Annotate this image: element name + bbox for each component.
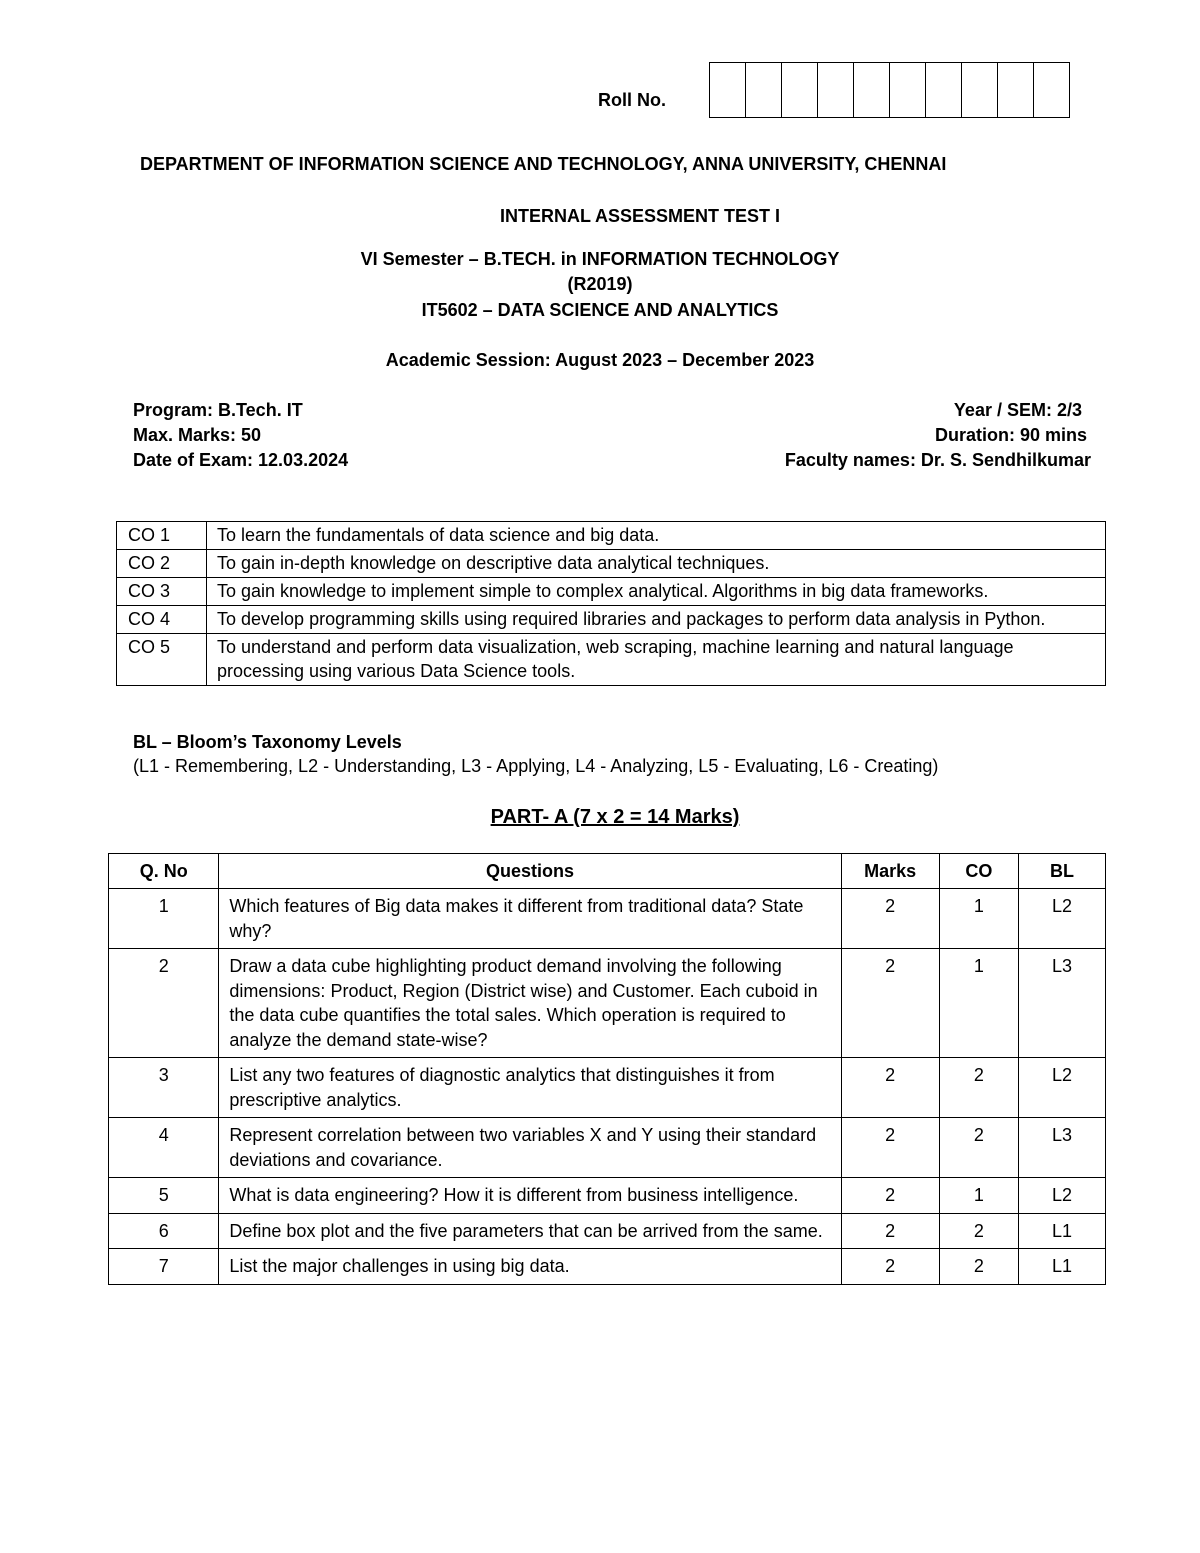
roll-digit-box[interactable] [998, 63, 1034, 117]
questions-table [108, 853, 1106, 1285]
roll-digit-box[interactable] [746, 63, 782, 117]
question-text: What is data engineering? How it is different from business intelligence. [219, 1178, 841, 1214]
max-marks-info: Max. Marks: 50 [133, 425, 262, 445]
regulation-line: (R2019) [567, 274, 633, 294]
roll-digit-box[interactable] [710, 63, 746, 117]
question-marks: 2 [841, 1118, 939, 1178]
question-bl: L2 [1019, 889, 1106, 949]
header-q-no: Q. No [109, 854, 219, 889]
exam-date-info: Date of Exam: 12.03.2024 [133, 450, 349, 470]
table-row [117, 634, 1106, 686]
course-title: IT5602 – DATA SCIENCE AND ANALYTICS [421, 300, 779, 320]
question-number: 6 [109, 1213, 219, 1249]
question-bl: L3 [1019, 1118, 1106, 1178]
question-bl: L3 [1019, 949, 1106, 1058]
question-text: Draw a data cube highlighting product demand involving the following dimensions: Product, Region (District wise) and Customer. Each cuboid in the data cube quantifies the total sales. Which operation is required to analyze the demand state-wise? [219, 949, 841, 1058]
question-bl: L2 [1019, 1058, 1106, 1118]
question-marks: 2 [841, 1178, 939, 1214]
question-bl: L2 [1019, 1178, 1106, 1214]
faculty-info: Faculty names: Dr. S. Sendhilkumar [784, 450, 1091, 470]
roll-digit-box[interactable] [782, 63, 818, 117]
question-text: Which features of Big data makes it different from traditional data? State why? [219, 889, 841, 949]
question-bl: L1 [1019, 1249, 1106, 1285]
table-header-row [109, 854, 1106, 889]
question-co: 1 [939, 889, 1018, 949]
co-text: To gain knowledge to implement simple to complex analytical. Algorithms in big data frameworks. [207, 578, 1106, 606]
question-co: 1 [939, 1178, 1018, 1214]
question-co: 2 [939, 1213, 1018, 1249]
header-bl: BL [1019, 854, 1106, 889]
question-marks: 2 [841, 949, 939, 1058]
co-code: CO 5 [117, 634, 207, 686]
co-code: CO 3 [117, 578, 207, 606]
year-sem-info: Year / SEM: 2/3 [953, 400, 1082, 420]
course-outcomes-table [116, 521, 1106, 686]
duration-info: Duration: 90 mins [934, 425, 1087, 445]
question-marks: 2 [841, 1249, 939, 1285]
question-number: 5 [109, 1178, 219, 1214]
header-marks: Marks [841, 854, 939, 889]
question-marks: 2 [841, 889, 939, 949]
question-text: Represent correlation between two variables X and Y using their standard deviations and covariance. [219, 1118, 841, 1178]
roll-digit-box[interactable] [926, 63, 962, 117]
table-row [117, 550, 1106, 578]
academic-session: Academic Session: August 2023 – December 2023 [385, 350, 815, 370]
question-number: 4 [109, 1118, 219, 1178]
question-marks: 2 [841, 1058, 939, 1118]
table-row [109, 949, 1106, 1058]
question-co: 2 [939, 1249, 1018, 1285]
table-row [109, 1213, 1106, 1249]
test-title: INTERNAL ASSESSMENT TEST I [499, 206, 781, 226]
question-co: 2 [939, 1118, 1018, 1178]
question-marks: 2 [841, 1213, 939, 1249]
question-co: 2 [939, 1058, 1018, 1118]
roll-digit-box[interactable] [962, 63, 998, 117]
table-row [109, 1178, 1106, 1214]
table-row [109, 1249, 1106, 1285]
table-row [117, 522, 1106, 550]
header-co: CO [939, 854, 1018, 889]
roll-number-boxes[interactable] [709, 62, 1070, 118]
co-text: To understand and perform data visualization, web scraping, machine learning and natural language processing using various Data Science tools. [207, 634, 1106, 686]
question-text: List any two features of diagnostic analytics that distinguishes it from prescriptive analytics. [219, 1058, 841, 1118]
table-row [109, 1058, 1106, 1118]
roll-number-label: Roll No. [598, 90, 666, 110]
co-code: CO 2 [117, 550, 207, 578]
semester-line: VI Semester – B.TECH. in INFORMATION TECHNOLOGY [360, 249, 840, 269]
roll-digit-box[interactable] [1034, 63, 1069, 117]
department-heading: DEPARTMENT OF INFORMATION SCIENCE AND TECHNOLOGY, ANNA UNIVERSITY, CHENNAI [140, 154, 947, 174]
co-code: CO 1 [117, 522, 207, 550]
table-row [109, 1118, 1106, 1178]
blooms-levels: (L1 - Remembering, L2 - Understanding, L3 - Applying, L4 - Analyzing, L5 - Evaluating, L6 - Creating) [133, 756, 939, 776]
table-row [117, 578, 1106, 606]
program-info: Program: B.Tech. IT [133, 400, 303, 420]
question-number: 7 [109, 1249, 219, 1285]
co-text: To gain in-depth knowledge on descriptive data analytical techniques. [207, 550, 1106, 578]
question-number: 3 [109, 1058, 219, 1118]
roll-digit-box[interactable] [890, 63, 926, 117]
table-row [117, 606, 1106, 634]
co-text: To learn the fundamentals of data science and big data. [207, 522, 1106, 550]
part-a-heading: PART- A (7 x 2 = 14 Marks) [490, 806, 740, 828]
header-questions: Questions [219, 854, 841, 889]
question-co: 1 [939, 949, 1018, 1058]
co-text: To develop programming skills using required libraries and packages to perform data analysis in Python. [207, 606, 1106, 634]
blooms-title: BL – Bloom’s Taxonomy Levels [133, 732, 402, 752]
question-text: Define box plot and the five parameters that can be arrived from the same. [219, 1213, 841, 1249]
roll-digit-box[interactable] [818, 63, 854, 117]
table-row [109, 889, 1106, 949]
question-bl: L1 [1019, 1213, 1106, 1249]
co-code: CO 4 [117, 606, 207, 634]
question-text: List the major challenges in using big data. [219, 1249, 841, 1285]
question-number: 1 [109, 889, 219, 949]
question-number: 2 [109, 949, 219, 1058]
roll-digit-box[interactable] [854, 63, 890, 117]
